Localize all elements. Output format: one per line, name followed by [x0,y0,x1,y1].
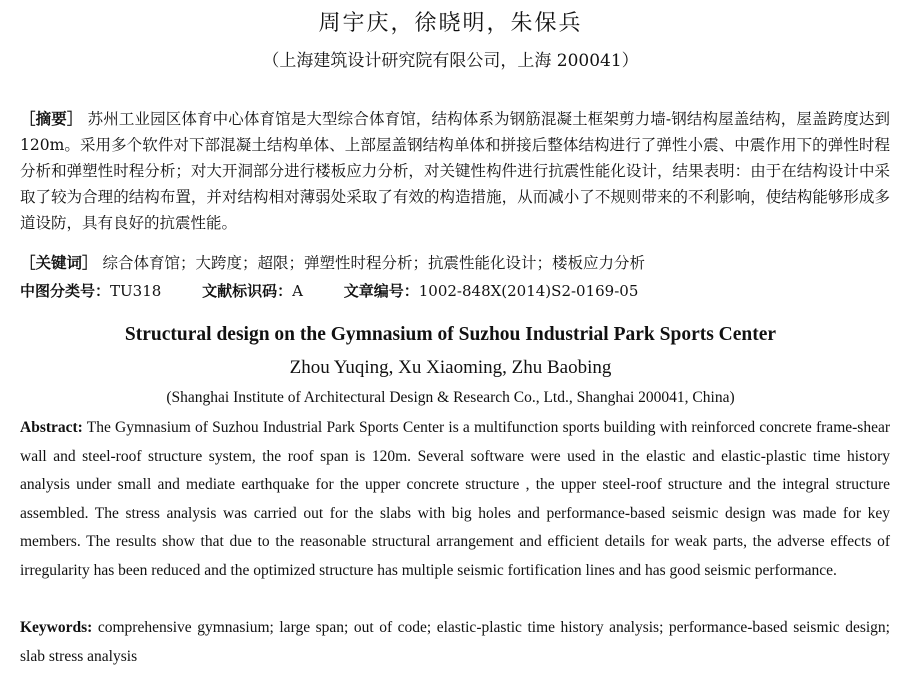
english-keywords-label: Keywords: [20,619,93,636]
chinese-abstract-label: ［摘要］ [20,109,83,128]
chinese-keywords [20,250,890,276]
classification-line [20,280,890,301]
chinese-abstract [20,106,890,236]
chinese-keywords-label: ［关键词］ [20,253,98,272]
chinese-affiliation: （上海建筑设计研究院有限公司，上海 200041） [262,51,639,71]
english-keywords [20,614,890,671]
english-affiliation: (Shanghai Institute of Architectural Design & Research Co., Ltd., Shanghai 200041, China) [166,389,735,406]
article-no-label: 文章编号： [343,282,419,300]
doc-code-value: A [292,282,303,300]
chinese-authors: 周宇庆，徐晓明，朱保兵 [318,11,583,36]
chinese-abstract-text: 苏州工业园区体育中心体育馆是大型综合体育馆，结构体系为钢筋混凝土框架剪力墙-钢结构屋盖结构，屋盖跨度达到120m。采用多个软件对下部混凝土结构单体、上部屋盖钢结构单体和拼接后整体结构进行了弹性小震、中震作用下的弹性时程分析和弹塑性时程分析；对大开洞部分进行楼板应力分析，对关键性构件进行抗震性能化设计，结果表明：由于在结构设计中采取了较为合理的结构布置，并对结构相对薄弱处采取了有效的构造措施，从而减小了不规则带来的不利影响，使结构能够形成多道设防，具有良好的抗震性能。 [20,110,890,232]
english-authors: Zhou Yuqing, Xu Xiaoming, Zhu Baobing [289,357,612,378]
english-title: Structural design on the Gymnasium of Suzhou Industrial Park Sports Center [124,324,777,345]
chinese-keywords-text: 综合体育馆；大跨度；超限；弹塑性时程分析；抗震性能化设计；楼板应力分析 [102,254,645,272]
article-no-value: 1002-848X(2014)S2-0169-05 [418,282,639,300]
english-abstract-label: Abstract: [20,419,83,436]
english-abstract-text: The Gymnasium of Suzhou Industrial Park Sports Center is a multifunction sports building with reinforced concrete frame-shear wall and steel-roof structure system, the roof span is 120m. Several software were used in the elastic and elastic-plastic time history analysis under small and mediate earthquake for the upper concrete structure , the upper steel-roof structure and the integral structure assembled. The stress analysis was carried out for the slabs with big holes and performance-based seismic design was made for key members. The results show that due to the reasonable structural arrangement and efficient details for weak parts, the adverse effects of irregularity has been reduced and the optimized structure has multiple seismic fortification lines and has good seismic performance. [20,419,890,579]
clc-value: TU318 [110,282,162,300]
doc-code-label: 文献标识码： [202,282,293,300]
clc-label: 中图分类号： [20,282,111,300]
english-abstract [20,414,890,586]
english-keywords-text: comprehensive gymnasium; large span; out of code; elastic-plastic time history analysis; performance-based seismic design; slab stress analysis [20,619,890,665]
